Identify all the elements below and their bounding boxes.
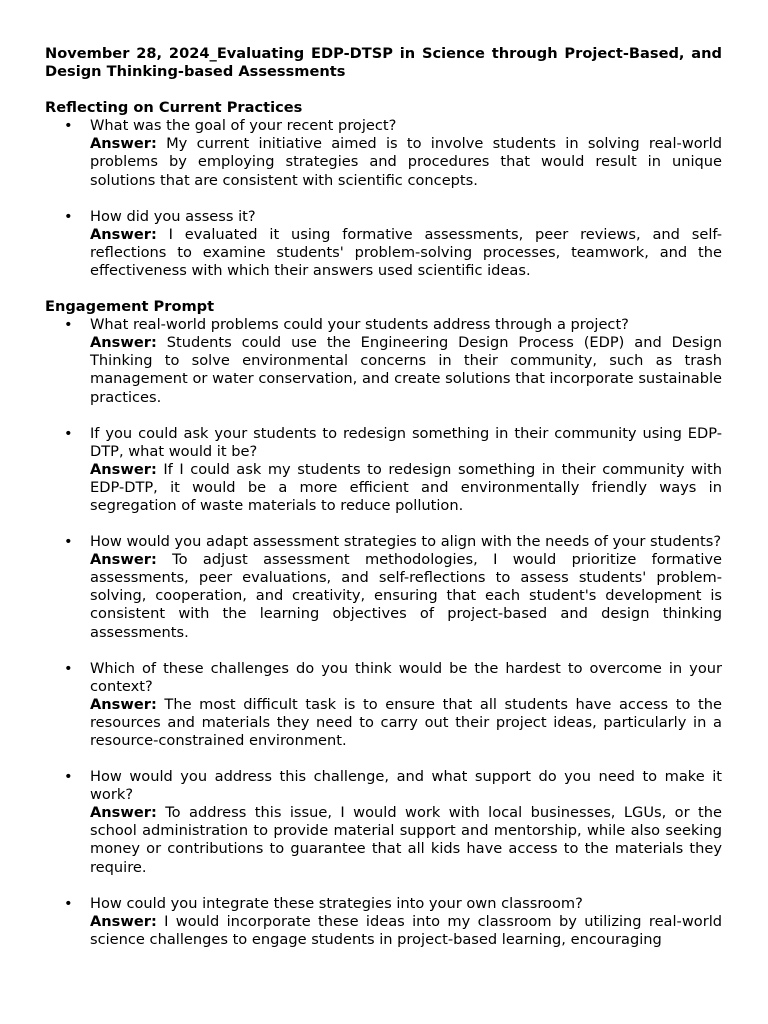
- sections-container: [45, 99, 722, 949]
- question-text: What real-world problems could your students address through a project?: [90, 316, 629, 334]
- section-heading: Engagement Prompt: [45, 298, 215, 316]
- answer-text: If I could ask my students to redesign something in their community with EDP-DTP, it would be a more efficient and environmentally friendly ways in segregation of waste materials to reduce pollution.: [90, 460, 723, 514]
- bullet-icon: •: [64, 316, 73, 334]
- answer-text: I would incorporate these ideas into my classroom by utilizing real-world science challenges to engage students in project-based learning, encouraging: [90, 912, 723, 948]
- bullet-icon: •: [64, 424, 73, 442]
- question-text: How would you adapt assessment strategies to align with the needs of your students?: [90, 533, 722, 551]
- answer-text: To address this issue, I would work with local businesses, LGUs, or the school administration to provide material support and mentorship, while also seeking money or contributions to guarantee that all kids have access to the materials they require.: [90, 804, 722, 876]
- answer-label: Answer:: [90, 804, 157, 822]
- answer-paragraph: [90, 804, 722, 876]
- question-list: [45, 316, 722, 949]
- list-item: [45, 425, 722, 515]
- bullet-icon: •: [64, 117, 73, 135]
- list-item: [45, 660, 722, 750]
- answer-text: The most difficult task is to ensure that all students have access to the resources and materials they need to carry out their project ideas, particularly in a resource-constrained environment.: [90, 695, 723, 749]
- list-item: [45, 316, 722, 406]
- document-title: November 28, 2024_Evaluating EDP-DTSP in Science through Project-Based, and Design Thinking-based Assessments: [45, 45, 722, 81]
- answer-label: Answer:: [90, 225, 157, 243]
- answer-paragraph: [90, 461, 722, 515]
- list-item: [45, 895, 722, 949]
- bullet-icon: •: [64, 533, 73, 551]
- section-heading: Reflecting on Current Practices: [45, 99, 303, 117]
- answer-label: Answer:: [90, 135, 157, 153]
- answer-label: Answer:: [90, 912, 157, 930]
- list-item: [45, 117, 722, 189]
- answer-text: I evaluated it using formative assessments, peer reviews, and self-reflections to examine students' problem-solving processes, teamwork, and the effectiveness with which their answers used scientific ideas.: [90, 225, 722, 279]
- answer-paragraph: [90, 913, 722, 949]
- list-item: [45, 768, 722, 877]
- answer-text: My current initiative aimed is to involve students in solving real-world problems by employing strategies and procedures that would result in unique solutions that are consistent with scientific concepts.: [90, 135, 722, 189]
- list-item: [45, 533, 722, 642]
- bullet-icon: •: [64, 659, 73, 677]
- answer-text: Students could use the Engineering Design Process (EDP) and Design Thinking to solve environmental concerns in their community, such as trash management or water conservation, and create solutions that incorporate sustainable practices.: [90, 334, 722, 406]
- question-text: What was the goal of your recent project?: [90, 117, 397, 135]
- list-item: [45, 208, 722, 280]
- answer-paragraph: [90, 135, 722, 189]
- question-list: [45, 117, 722, 280]
- question-text: If you could ask your students to redesign something in their community using EDP-DTP, what would it be?: [90, 424, 722, 460]
- answer-paragraph: [90, 696, 722, 750]
- question-text: How did you assess it?: [90, 207, 256, 225]
- answer-paragraph: [90, 334, 722, 406]
- question-text: How could you integrate these strategies into your own classroom?: [90, 894, 583, 912]
- question-text: How would you address this challenge, and what support do you need to make it work?: [90, 768, 722, 804]
- bullet-icon: •: [64, 207, 73, 225]
- answer-label: Answer:: [90, 695, 157, 713]
- question-text: Which of these challenges do you think would be the hardest to overcome in your context?: [90, 659, 722, 695]
- answer-label: Answer:: [90, 551, 157, 569]
- answer-paragraph: [90, 551, 722, 641]
- answer-paragraph: [90, 226, 722, 280]
- answer-label: Answer:: [90, 334, 157, 352]
- bullet-icon: •: [64, 768, 73, 786]
- answer-label: Answer:: [90, 460, 157, 478]
- document-body: [45, 45, 722, 967]
- bullet-icon: •: [64, 894, 73, 912]
- answer-text: To adjust assessment methodologies, I would prioritize formative assessments, peer evaluations, and self-reflections to assess students' problem-solving, cooperation, and creativity, ensuring that each student's development is consistent with the learning objectives of project-based and design thinking assessments.: [90, 551, 723, 641]
